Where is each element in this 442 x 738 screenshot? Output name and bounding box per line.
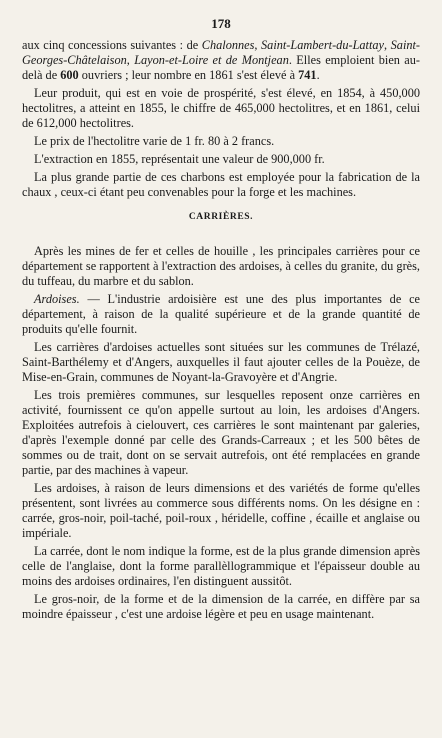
text-run: — L'industrie ardoisière est une des plus importantes de ce département, à raison de la qualité supérieure et de la grande quantité de produits qu'elle fournit. [22, 292, 420, 336]
paragraph [22, 86, 420, 131]
italic-text: Saint-Lambert-du-Lattay [261, 38, 384, 52]
text-run: , [254, 38, 262, 52]
paragraph [22, 134, 420, 149]
text-run: Leur produit, qui est en voie de prospérité, s'est élevé, en 1854, à 450,000 hectolitres, a atteint en 1855, le chiffre de 465,000 hectolitres, et en 1861, celui de 612,000 hectolitres. [22, 86, 420, 130]
text-section-charbons [22, 38, 420, 200]
text-run: Les carrières d'ardoises actuelles sont situées sur les communes de Trélazé, Saint-Barthélemy et d'Angers, auxquelles il faut ajouter celles de la Pouèze, de Mise-en-Grain, communes de Noyant-la-Gravoyère et d'Angrie. [22, 340, 420, 384]
text-run: Le gros-noir, de la forme et de la dimension de la carrée, en diffère par sa moindre épaisseur , c'est une ardoise légère et peu en usage maintenant. [22, 592, 420, 621]
text-run: La carrée, dont le nom indique la forme, est de la plus grande dimension après celle de l'anglaise, dont la forme parallèllogrammique et l'épaisseur double au moins des ardoises ordinaires, l'en distinguent aussitôt. [22, 544, 420, 588]
text-run: Après les mines de fer et celles de houille , les principales carrières pour ce département se rapportent à l'extraction des ardoises, à celles du granite, du grès, du tuffeau, du marbre et du sablon. [22, 244, 420, 288]
text-run: ouvriers ; leur nombre en 1861 s'est élevé à [78, 68, 299, 82]
text-run: L'extraction en 1855, représentait une valeur de 900,000 fr. [34, 152, 325, 166]
text-run: . Elles emploient bien au-delà de [22, 53, 420, 82]
text-run: aux cinq concessions suivantes : de [22, 38, 202, 52]
paragraph [22, 170, 420, 200]
text-run: , [126, 53, 135, 67]
italic-text: Saint-Georges-Châtelaison [22, 38, 421, 67]
text-run: . [316, 68, 320, 82]
text-run: Les ardoises, à raison de leurs dimensions et des variétés de forme qu'elles présentent, sont livrées au commerce sous différents noms. On les désigne en : carrée, gros-noir, poil-taché, poil-roux , héridelle, coffine , écaille et anglaise ou impériale. [22, 481, 420, 540]
page-number: 178 [211, 16, 231, 31]
paragraph [22, 388, 420, 478]
text-section-carrieres [22, 244, 420, 622]
bold-text: 600 [60, 68, 79, 82]
bold-text: 741 [298, 68, 317, 82]
section-title: CARRIÈRES. [188, 212, 254, 222]
paragraph [22, 592, 420, 622]
text-run: La plus grande partie de ces charbons est employée pour la fabrication de la chaux , ceux-ci étant peu convenables pour la forge et les machines. [22, 170, 420, 199]
italic-text: Ardoises. [34, 292, 80, 306]
paragraph [22, 292, 420, 337]
text-run: , [384, 38, 391, 52]
paragraph [22, 244, 420, 289]
paragraph [22, 481, 420, 541]
paragraph [22, 152, 420, 167]
italic-text: Chalonnes [201, 38, 255, 52]
italic-text: Layon-et-Loire et de Montjean [134, 53, 289, 67]
paragraph [22, 544, 420, 589]
paragraph [22, 38, 420, 83]
paragraph [22, 340, 420, 385]
text-run: Le prix de l'hectolitre varie de 1 fr. 80 à 2 francs. [34, 134, 275, 148]
text-run: Les trois premières communes, sur lesquelles reposent onze carrières en activité, fournissent ce qu'on appelle surtout au loin, les ardoises d'Angers. Exploitées autrefois à cielouvert, ces carrières le sont maintenant par galeries, d'après l'exemple donné par celle des Grands-Carreaux ; et les 500 bêtes de sommes ou de trait, dont on se servait autrefois, ont été remplacées en grande partie, par des machines à vapeur. [22, 388, 420, 477]
